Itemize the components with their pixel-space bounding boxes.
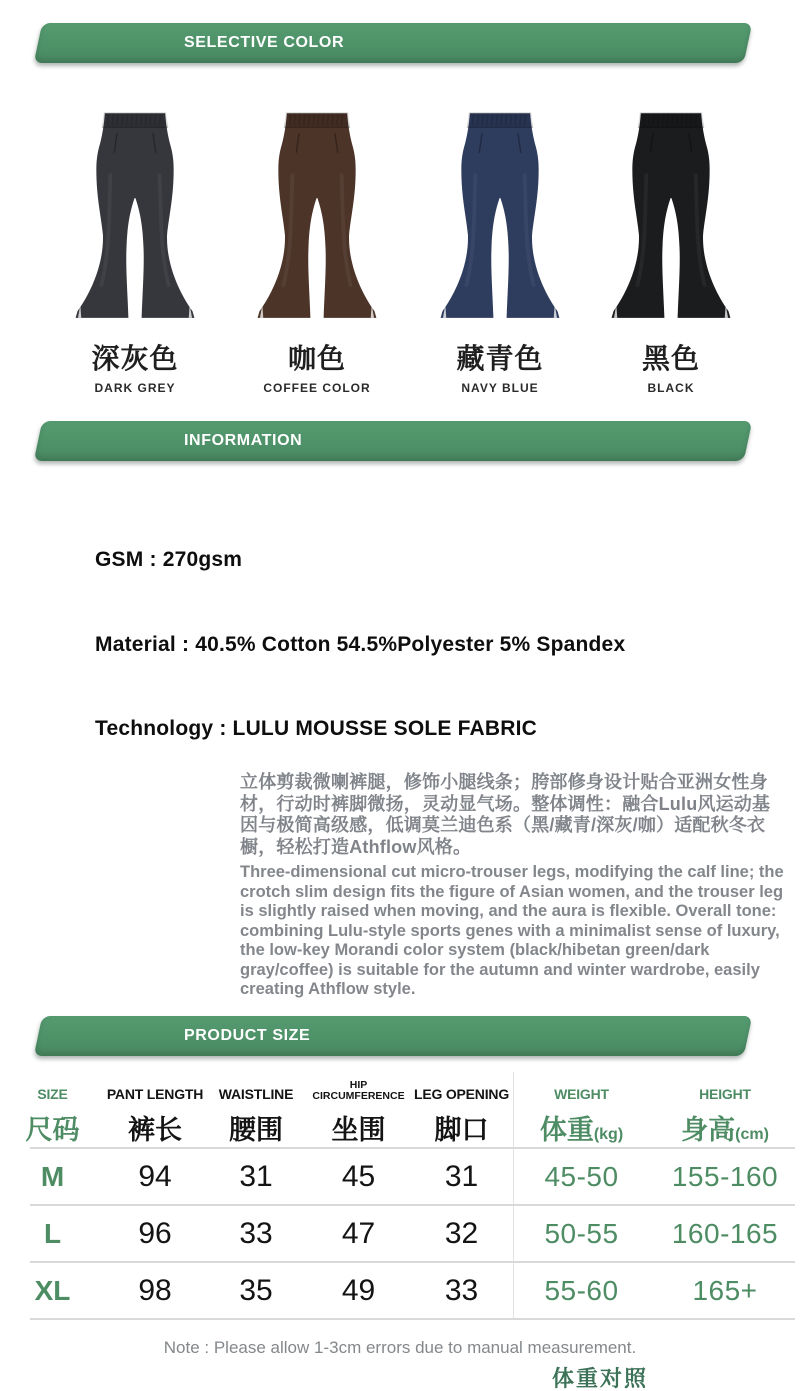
cell-height: 155-160 [671,1161,779,1192]
gsm-line: GSM : 270gsm [95,548,243,571]
color-name-en: NAVY BLUE [461,381,539,395]
selective-color-banner-label: SELECTIVE COLOR [184,34,345,51]
color-name-en: DARK GREY [94,381,176,395]
cell-leg-opening: 31 [444,1160,479,1193]
description-chinese: 立体剪裁微喇裤腿，修饰小腿线条；胯部修身设计贴合亚洲女性身材，行动时裤脚微扬，灵动显气场。整体调性：融合Lulu风运动基因与极简高级感，低调莫兰迪色系（黑/藏青/深灰/咖）适配秋冬衣橱，轻松打造Athflow风格。 [240,772,771,857]
color-option-dark-grey [44,107,226,395]
table-divider [30,1261,795,1263]
measurement-note: Note : Please allow 1-3cm errors due to manual measurement. [163,1338,637,1357]
cell-hip: 49 [341,1274,376,1307]
table-divider [30,1204,795,1206]
technology-line: Technology : LULU MOUSSE SOLE FABRIC [95,717,537,740]
cell-waistline: 31 [239,1160,273,1193]
table-row-m [0,1150,800,1204]
column-header-waistline: WAISTLINE 腰围 [218,1086,294,1145]
table-row-xl [0,1264,800,1318]
cell-height: 165+ [692,1275,758,1306]
column-header-size: SIZE 尺码 [25,1086,80,1145]
selective-color-banner [34,23,753,63]
cell-weight: 45-50 [544,1161,619,1192]
cell-leg-opening: 32 [444,1217,479,1250]
color-option-coffee [226,107,408,395]
cell-weight: 55-60 [544,1275,619,1306]
color-option-navy-blue [409,107,591,395]
cell-leg-opening: 33 [444,1274,479,1307]
pants-photo-coffee [251,107,383,325]
cell-size: M [40,1161,65,1192]
cell-hip: 47 [341,1217,376,1250]
column-header-weight: WEIGHT 体重(kg) [539,1086,624,1145]
cell-pant-length: 98 [138,1274,172,1307]
size-table-header [0,1072,800,1147]
column-header-pant-length: PANT LENGTH 裤长 [106,1086,204,1145]
table-divider [30,1147,795,1149]
cell-weight: 50-55 [544,1218,619,1249]
cell-pant-length: 96 [138,1217,172,1250]
cell-waistline: 35 [239,1274,273,1307]
color-name-cn: 藏青色 [456,343,544,374]
material-line: Material : 40.5% Cotton 54.5%Polyester 5% Spandex [95,633,626,656]
color-name-en: BLACK [647,381,695,395]
information-banner [34,421,753,461]
color-option-black [580,107,762,395]
product-size-banner [34,1016,753,1056]
cell-waistline: 33 [239,1217,273,1250]
column-header-leg-opening: LEG OPENING 脚口 [413,1086,510,1145]
table-divider [30,1318,795,1320]
color-name-cn: 咖色 [287,343,346,374]
color-name-cn: 深灰色 [91,343,179,374]
clipped-next-section-text: 体重对照 [552,1366,649,1391]
product-size-banner-label: PRODUCT SIZE [184,1027,311,1044]
pants-photo-dark-grey [69,107,201,325]
description-english: Three-dimensional cut micro-trouser legs, modifying the calf line; the crotch slim design fits the figure of Asian women, and the trouser leg is slightly raised when moving, and the aura is flexible. Overall tone: combining Lulu-style sports genes with a minimalist sense of luxury, the low-key Morandi color system (black/hibetan green/dark gray/coffee) is suitable for the autumn and winter wardrobe, easily creating Athflow style. [240,863,784,998]
cell-size: XL [34,1275,71,1306]
pants-photo-black [605,107,737,325]
color-name-cn: 黑色 [641,343,700,374]
cell-hip: 45 [341,1160,376,1193]
column-header-hip-circumference: HIP CIRCUMFERENCE 坐围 [312,1079,405,1145]
cell-pant-length: 94 [138,1160,172,1193]
pants-photo-navy-blue [434,107,566,325]
color-name-en: COFFEE COLOR [263,381,371,395]
cell-height: 160-165 [671,1218,779,1249]
information-banner-label: INFORMATION [184,432,303,449]
cell-size: L [43,1218,62,1249]
table-row-l [0,1207,800,1261]
column-header-height: HEIGHT 身高(cm) [681,1086,769,1145]
